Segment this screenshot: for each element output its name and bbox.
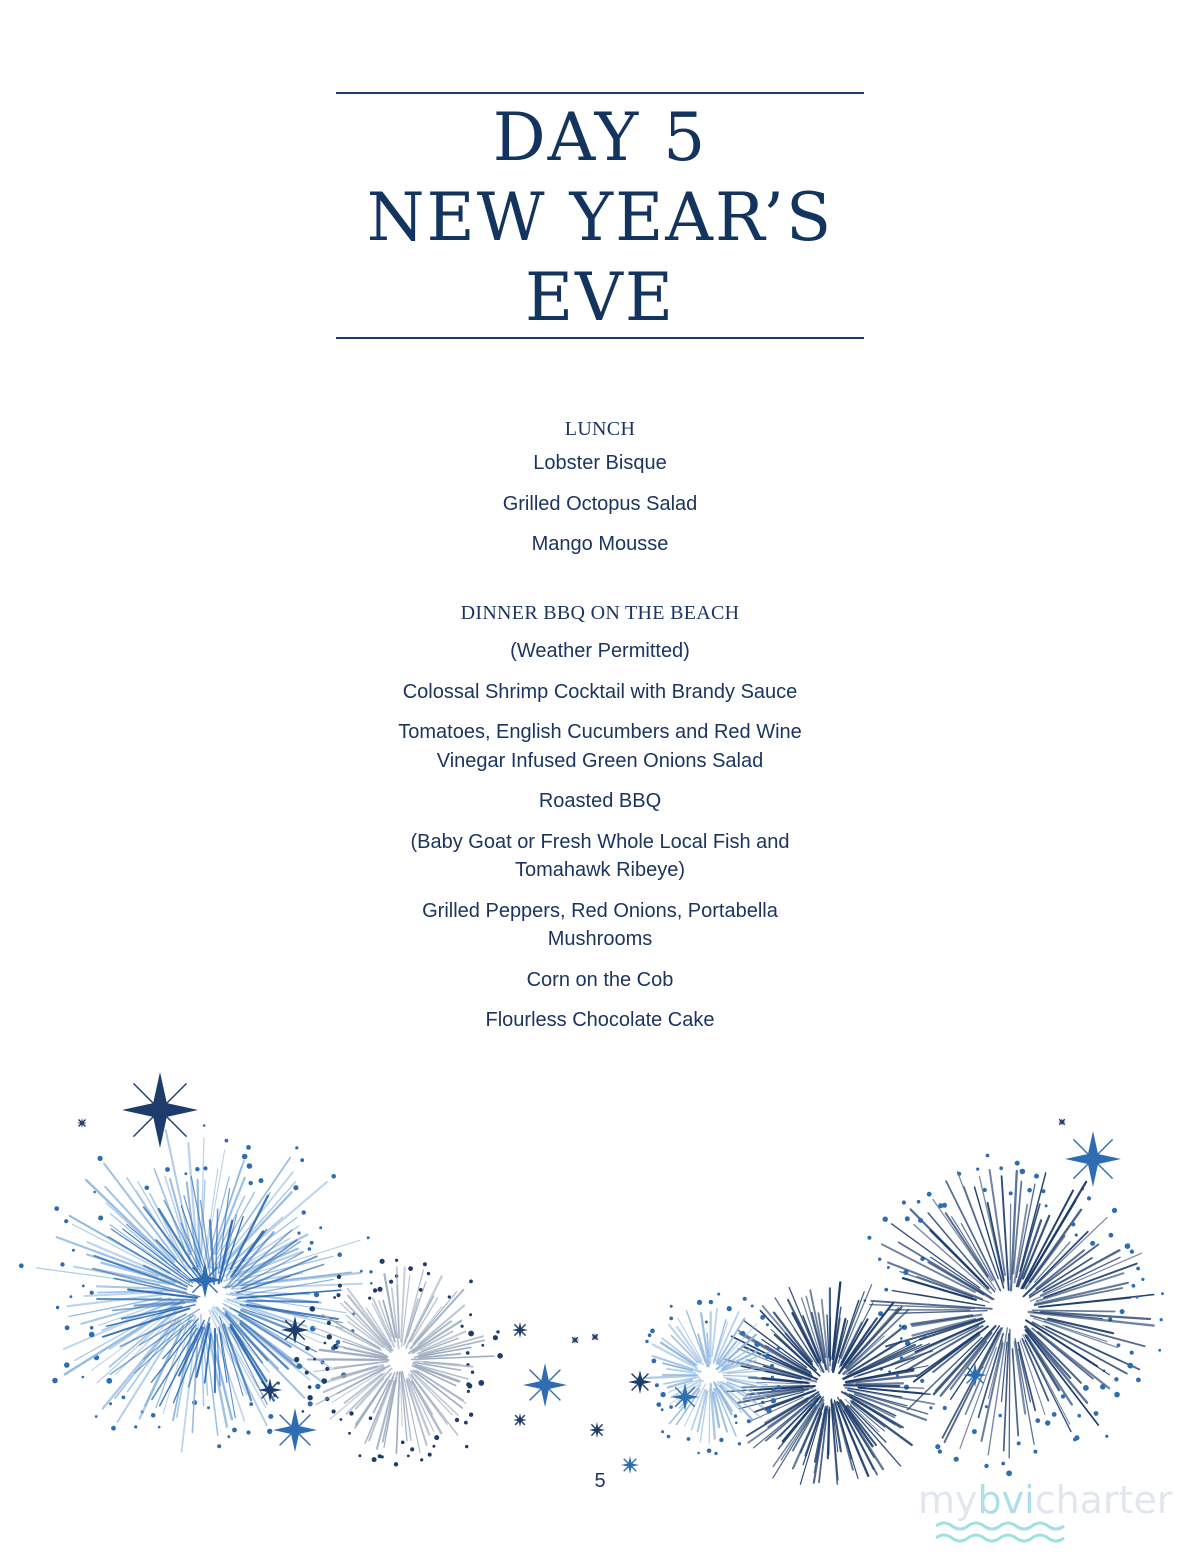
wave-icon	[936, 1518, 1076, 1548]
lunch-section	[300, 417, 900, 559]
title-top-rule	[336, 92, 864, 94]
lunch-heading: LUNCH	[564, 418, 636, 440]
menu-item: Roasted BBQ	[538, 790, 662, 812]
menu-item: Corn on the Cob	[526, 968, 674, 991]
menu-item: Grilled Peppers, Red Onions, Portabella Mushrooms	[422, 899, 778, 950]
menu-item: Flourless Chocolate Cake	[485, 1009, 715, 1031]
menu-item: (Weather Permitted)	[510, 640, 690, 662]
page-title	[300, 98, 900, 338]
menu-item: Lobster Bisque	[533, 452, 667, 474]
firework-burst	[294, 1259, 503, 1467]
menu-item: Grilled Octopus Salad	[502, 492, 698, 515]
menu-item: Colossal Shrimp Cocktail with Brandy Sauce	[402, 680, 798, 703]
watermark-logo	[918, 1478, 1188, 1548]
menu-item: Tomatoes, English Cucumbers and Red Wine Vinegar Infused Green Onions Salad	[398, 721, 802, 772]
page-number: 5	[594, 1470, 606, 1492]
title-line-eve: EVE	[524, 259, 676, 336]
title-line-new-years: NEW YEAR’S	[366, 179, 834, 256]
title-line-day: DAY 5	[492, 99, 708, 176]
dinner-heading: DINNER BBQ ON THE BEACH	[460, 602, 740, 624]
firework-burst	[864, 1154, 1164, 1477]
firework-burst	[19, 1115, 373, 1452]
firework-burst	[638, 1293, 781, 1456]
menu-item: Mango Mousse	[531, 533, 669, 555]
watermark-text: mybvicharter	[918, 1478, 1173, 1522]
title-bottom-rule	[336, 337, 864, 339]
fireworks-illustration	[0, 1060, 1200, 1490]
menu-item: (Baby Goat or Fresh Whole Local Fish and Tomahawk Ribeye)	[410, 830, 790, 881]
dinner-section	[300, 601, 900, 1035]
